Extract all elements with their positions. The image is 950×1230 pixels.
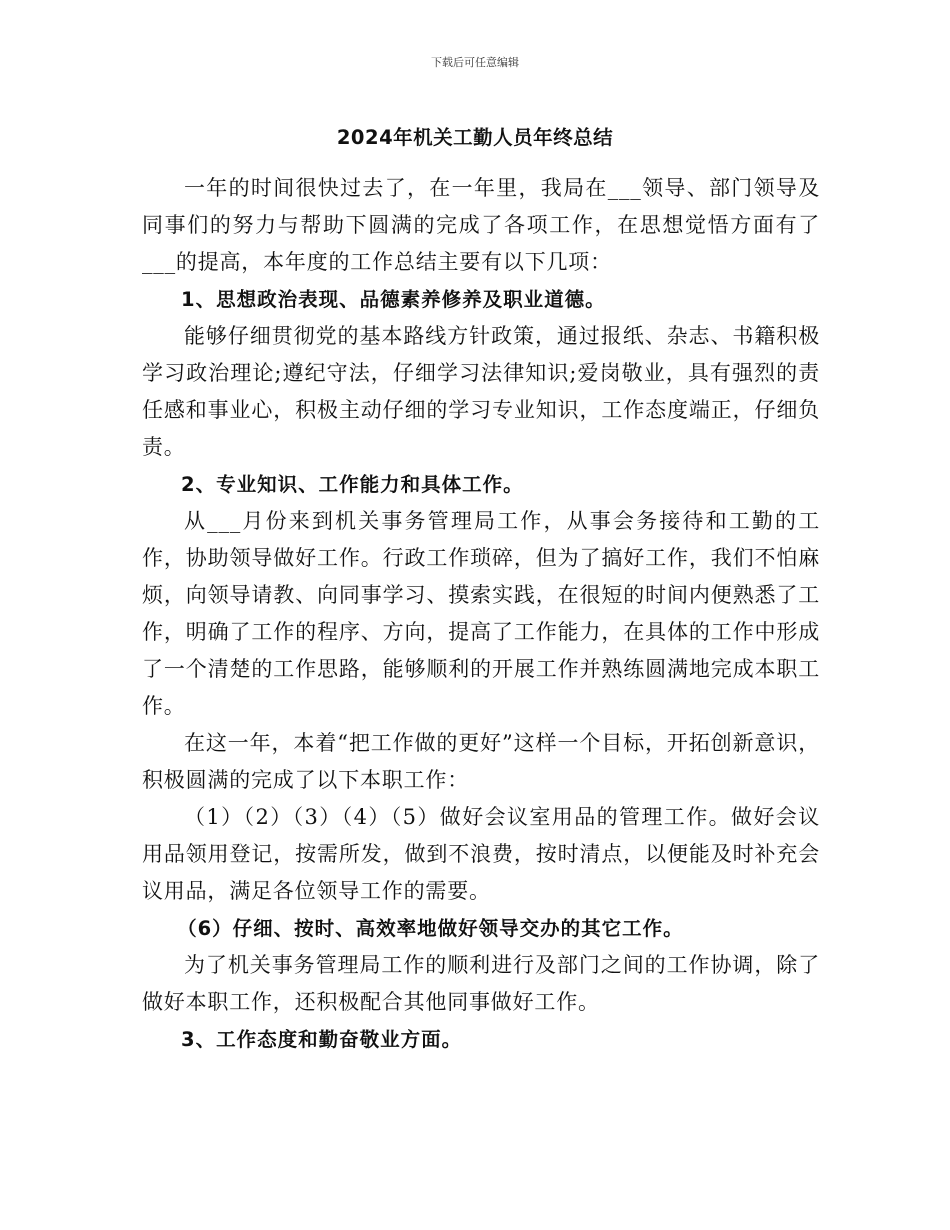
section-2-paragraph-3: 为了机关事务管理局工作的顺利进行及部门之间的工作协调，除了做好本职工作，还积极配合其他同事做好工作。 <box>142 953 820 1014</box>
section-heading-1: 1、思想政治表现、品德素养修养及职业道德。 <box>181 288 606 311</box>
subheading-item-6: （6）仔细、按时、高效率地做好领导交办的其它工作。 <box>177 917 684 940</box>
section-heading-2: 2、专业知识、工作能力和具体工作。 <box>181 473 524 496</box>
header-note: 下载后可任意编辑 <box>431 56 519 69</box>
document-title: 2024年机关工勤人员年终总结 <box>336 126 614 149</box>
intro-paragraph: 一年的时间很快过去了，在一年里，我局在___领导、部门领导及同事们的努力与帮助下圆满的完成了各项工作，在思想觉悟方面有了___的提高，本年度的工作总结主要有以下几项： <box>142 176 820 274</box>
section-2-list-paragraph: （1）（2）（3）（4）（5）做好会议室用品的管理工作。做好会议用品领用登记，按需所发，做到不浪费，按时清点，以便能及时补充会议用品，满足各位领导工作的需要。 <box>142 805 820 903</box>
document-body <box>142 170 820 1058</box>
section-heading-3: 3、工作态度和勤奋敬业方面。 <box>181 1028 463 1051</box>
section-2-paragraph-2: 在这一年，本着“把工作做的更好”这样一个目标，开拓创新意识，积极圆满的完成了以下本职工作： <box>142 731 820 792</box>
section-2-paragraph-1: 从___月份来到机关事务管理局工作，从事会务接待和工勤的工作，协助领导做好工作。行政工作琐碎，但为了搞好工作，我们不怕麻烦，向领导请教、向同事学习、摸索实践，在很短的时间内便熟悉了工作，明确了工作的程序、方向，提高了工作能力，在具体的工作中形成了一个清楚的工作思路，能够顺利的开展工作并熟练圆满地完成本职工作。 <box>142 509 820 718</box>
section-1-paragraph: 能够仔细贯彻党的基本路线方针政策，通过报纸、杂志、书籍积极学习政治理论;遵纪守法，仔细学习法律知识;爱岗敬业，具有强烈的责任感和事业心，积极主动仔细的学习专业知识，工作态度端正，仔细负责。 <box>142 324 820 459</box>
